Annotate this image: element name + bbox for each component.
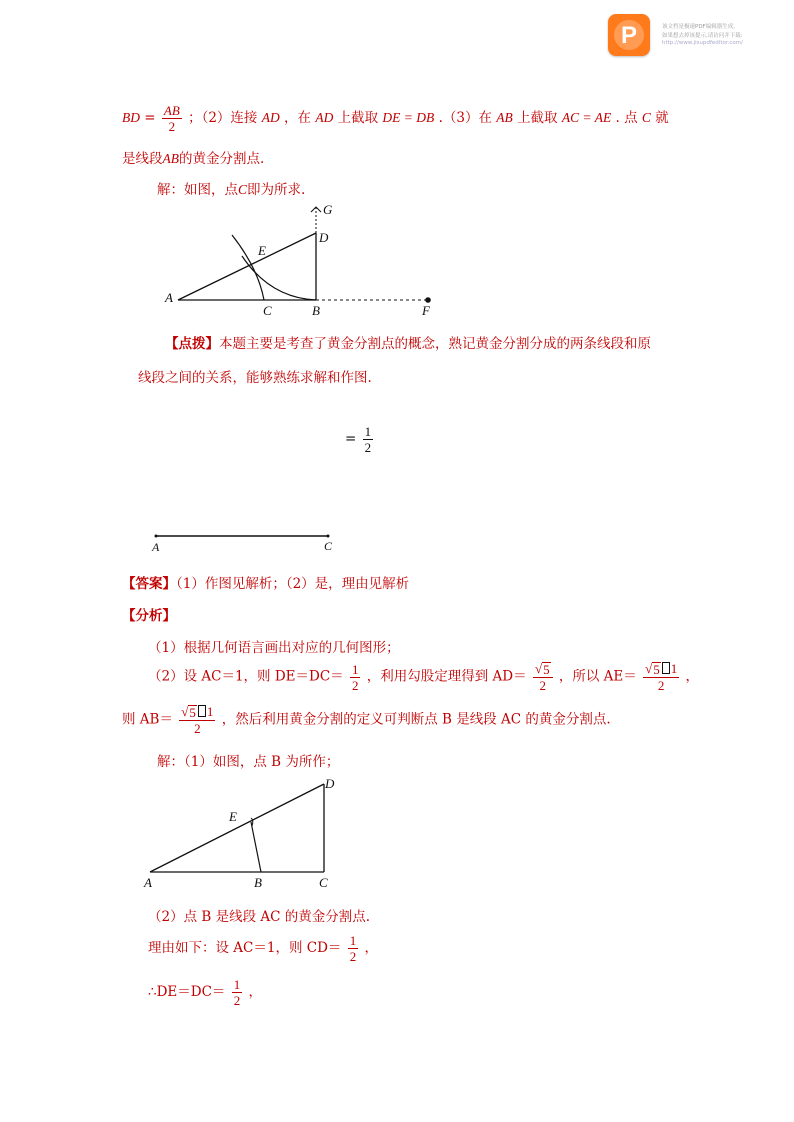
logo-notice-line-2: 如果想去掉该提示,请访问并下载: xyxy=(662,33,743,39)
solution-statement-1: 解：如图，点C即为所求. xyxy=(157,182,306,198)
diagram2-label-e: E xyxy=(229,809,237,824)
logo-letter: P xyxy=(620,22,638,49)
analysis-point-2: （2）设 AC＝1，则 DE＝DC＝ $\frac{1}{2}$ ，利用勾股定理得到 AD＝ √ 5 2 ，所以 AE＝ √ 5 1 2 ， xyxy=(148,661,700,693)
segment-label-c: C xyxy=(324,539,333,553)
standalone-fraction: = $\frac{1}{2}$ xyxy=(345,424,372,455)
analysis-point-3: 则 AB＝ √ 5 1 2 ，然后利用黄金分割的定义可判断点 B 是线段 AC 的黄金分割点. xyxy=(122,704,611,736)
solution-part-2: （2）点 B 是线段 AC 的黄金分割点. xyxy=(148,909,371,925)
point-label-d: D xyxy=(319,230,329,245)
answer-line: 【答案】（1）作图见解析；（2）是，理由见解析 xyxy=(122,576,410,592)
point-label-a: A xyxy=(165,290,173,305)
diagram2-label-b: B xyxy=(254,875,262,890)
logo-notice-line-3: http://www.jisupdfeditor.com/ xyxy=(662,40,743,46)
point-label-g: G xyxy=(323,202,333,217)
diagram2-label-a: A xyxy=(144,875,152,890)
segment-ac-diagram xyxy=(148,528,343,554)
point-label-e: E xyxy=(258,243,266,258)
diagram2-label-c: C xyxy=(319,875,328,890)
construction-steps-line: BD = $\frac{AB}{2}$ ；（2）连接 AD ，在 AD 上截取 DE = DB .（3）在 AB 上截取 AC = AE . 点 C 就 xyxy=(122,103,669,134)
tip-line-1: 【点拨】本题主要是考查了黄金分割点的概念，熟记黄金分割分成的两条线段和原 xyxy=(165,336,651,352)
point-label-c: C xyxy=(263,303,272,318)
solution-de-dc-line: ∴DE＝DC＝ $\frac{1}{2}$ ， xyxy=(148,977,263,1008)
construction-conclusion-line: 是线段AB的黄金分割点. xyxy=(122,151,265,167)
analysis-point-1: （1）根据几何语言画出对应的几何图形； xyxy=(148,640,400,656)
tip-line-2: 线段之间的关系，能够熟练求解和作图. xyxy=(138,370,372,386)
point-label-b: B xyxy=(312,303,320,318)
pdf-editor-logo-icon xyxy=(608,14,650,56)
analysis-tag: 【分析】 xyxy=(122,608,176,624)
diagram2-label-d: D xyxy=(325,776,335,791)
logo-notice-line-1: 该文档是极速PDF编辑器生成, xyxy=(662,24,735,30)
point-label-f: F xyxy=(422,303,430,318)
golden-section-construction-diagram xyxy=(160,198,450,320)
solution-part-1: 解：（1）如图，点 B 为所作； xyxy=(157,754,340,770)
golden-section-diagram-2 xyxy=(140,772,350,894)
segment-label-a: A xyxy=(152,540,160,554)
solution-reason-line: 理由如下：设 AC＝1，则 CD＝ $\frac{1}{2}$ ， xyxy=(148,933,378,964)
